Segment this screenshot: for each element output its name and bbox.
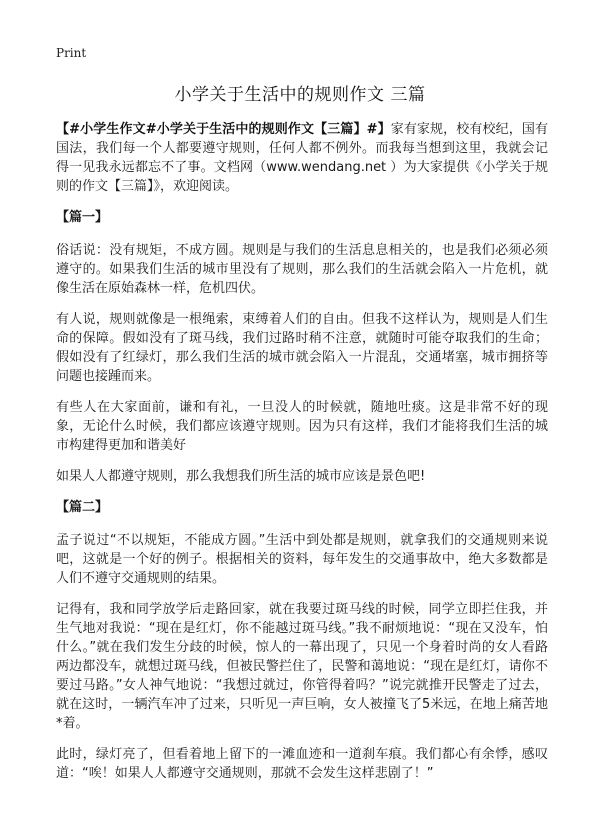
section-heading-2: 【篇二】 [56, 500, 109, 515]
section-1-paragraph-4: 如果人人都遵守规则，那么我想我们所生活的城市应该是景色吧! [56, 469, 426, 484]
section-2-paragraph-1: 孟子说过“不以规矩，不能成方圆。”生活中到处都是规则，就拿我们的交通规则来说吧，这就是一个好的例子。根据相关的资料，每年发生的交通事故中，绝大多数都是人们不遵守交通规则的结果。 [56, 533, 548, 586]
section-1-paragraph-2: 有人说，规则就像是一根绳索，束缚着人们的自由。但我不这样认为，规则是人们生命的保障。假如没有了斑马线，我们过路时稍不注意，就随时可能夺取我们的生命；假如没有了红绿灯，那么我们生活的城市就会陷入一片混乱，交通堵塞，城市拥挤等问题也接踵而来。 [56, 312, 548, 384]
intro-paragraph [56, 120, 548, 196]
intro-text: 家有家规，校有校纪，国有国法，我们每一个人都要遵守规则，任何人都不例外。而我每当想到这里，我就会记得一见我永远都忘不了事。文档网（www.wendang.net ）为大家提供《小学关于规则的作文【三篇】》，欢迎阅读。 [56, 122, 548, 194]
page-title: 小学关于生活中的规则作文 三篇 [174, 85, 426, 105]
section-1-paragraph-1: 俗话说：没有规矩，不成方圆。规则是与我们的生活息息相关的，也是我们必须必须遵守的。如果我们生活的城市里没有了规则，那么我们的生活就会陷入一片危机，就像生活在原始森林一样，危机四伏。 [56, 243, 548, 296]
intro-tag: 【#小学生作文#小学关于生活中的规则作文【三篇】#】 [56, 122, 391, 137]
print-link[interactable]: Print [56, 46, 87, 60]
section-heading-1: 【篇一】 [56, 210, 109, 225]
article-body [56, 120, 548, 795]
section-2-paragraph-2: 记得有，我和同学放学后走路回家，就在我要过斑马线的时候，同学立即拦住我，并生气地对我说：“现在是红灯，你不能越过斑马线。”我不耐烦地说：“现在又没车，怕什么。”就在我们发生分歧的时候，惊人的一幕出现了，只见一个身着时尚的女人看路两边都没车，就想过斑马线，但被民警拦住了，民警和蔼地说：“现在是红灯，请你不要过马路。”女人神气地说：“我想过就过，你管得着吗？”说完就推开民警走了过去，就在这时，一辆汽车冲了过来，只听见一声巨响，女人被撞飞了5米远，在地上痛苦地*着。 [56, 602, 548, 731]
section-1-paragraph-3: 有些人在大家面前，谦和有礼，一旦没人的时候就，随地吐痰。这是非常不好的现象，无论什么时候，我们都应该遵守规则。因为只有这样，我们才能将我们生活的城市构建得更加和谐美好 [56, 400, 548, 453]
section-2-paragraph-3: 此时，绿灯亮了，但看着地上留下的一滩血迹和一道刹车痕。我们都心有余悸，感叹道：“唉！如果人人都遵守交通规则，那就不会发生这样悲剧了！” [56, 747, 548, 781]
